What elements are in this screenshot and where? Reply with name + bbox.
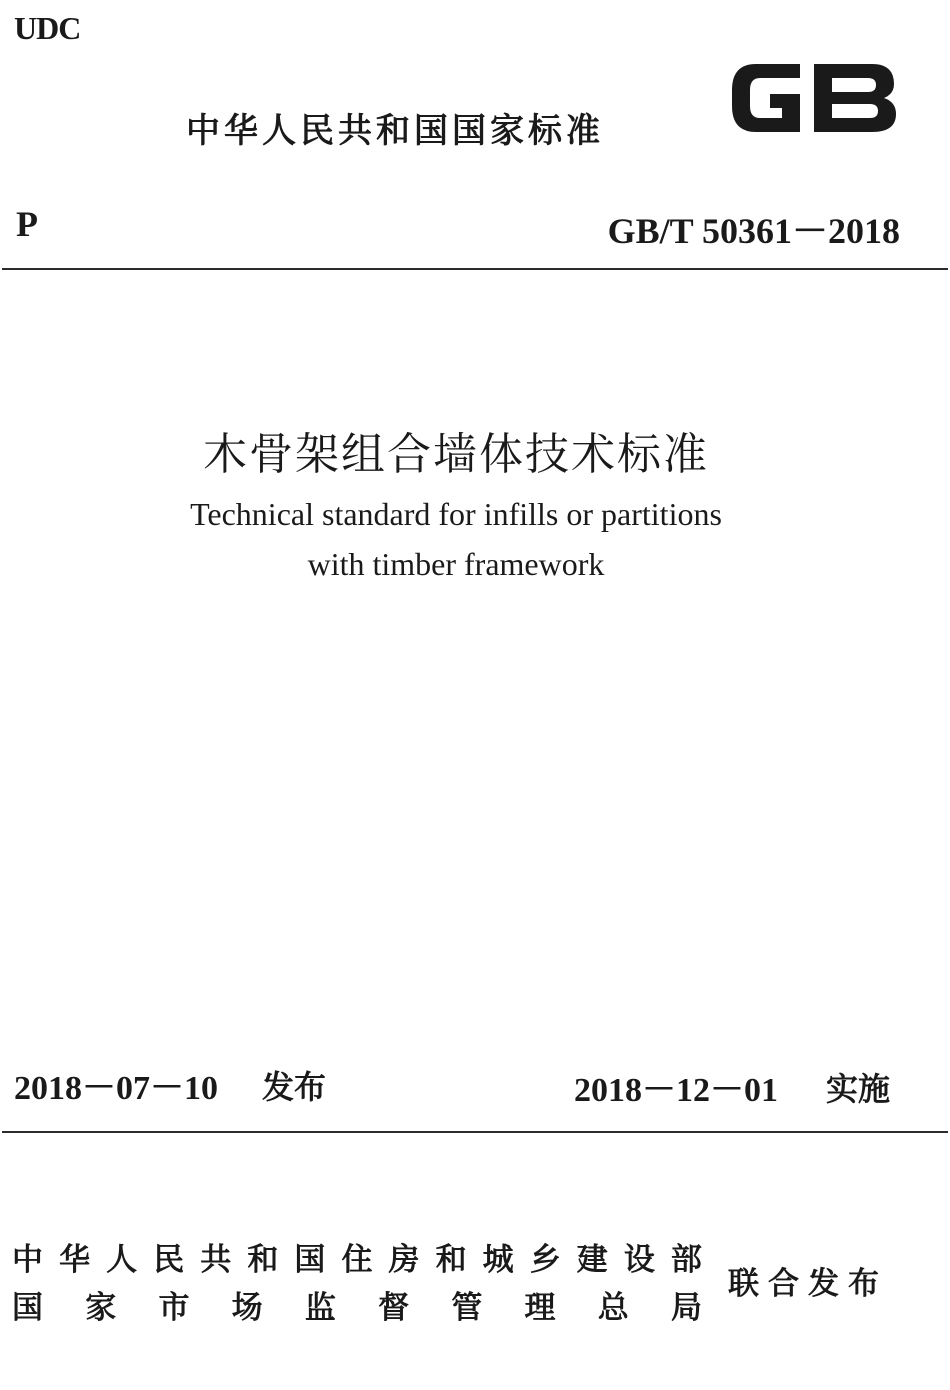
- issuer-char: 国: [294, 1242, 326, 1278]
- issuer-char: 部: [670, 1242, 702, 1278]
- category-code: P: [16, 204, 38, 244]
- issuer-char: 华: [59, 1242, 91, 1278]
- issuer-char: 国: [12, 1290, 43, 1326]
- issuer-char: 管: [451, 1290, 483, 1326]
- issuer-char: 乡: [529, 1242, 561, 1278]
- issuer-char: 建: [576, 1242, 608, 1278]
- issuer-char: 住: [341, 1242, 373, 1278]
- issuer-char: 人: [106, 1242, 138, 1278]
- issue-label: 发布: [262, 1068, 327, 1106]
- issuer-char: 局: [670, 1290, 702, 1326]
- issuer-char: 理: [524, 1290, 556, 1326]
- national-standard-heading: 中华人民共和国国家标准: [186, 111, 604, 151]
- title-chinese: 木骨架组合墙体技术标准: [203, 430, 709, 479]
- top-divider: [2, 268, 948, 270]
- issuer-administration: [12, 1282, 702, 1327]
- issuer-char: 中: [12, 1242, 43, 1278]
- issuer-char: 监: [304, 1290, 336, 1326]
- issuer-ministry: [12, 1234, 702, 1279]
- issuer-char: 总: [597, 1290, 629, 1326]
- standard-number: GB/T 50361－2018: [607, 211, 900, 251]
- joint-issue-label: 联合发布: [728, 1266, 888, 1302]
- implement-label: 实施: [826, 1070, 891, 1108]
- title-english-line1: Technical standard for infills or partitions: [190, 496, 722, 532]
- issue-date: 2018－07－10: [14, 1070, 218, 1107]
- issuer-char: 城: [482, 1242, 514, 1278]
- issuer-char: 民: [153, 1242, 185, 1278]
- issuer-char: 和: [247, 1242, 279, 1278]
- issuer-char: 市: [158, 1290, 190, 1326]
- issuer-char: 场: [231, 1290, 263, 1326]
- issuer-char: 和: [435, 1242, 467, 1278]
- bottom-divider: [2, 1131, 948, 1133]
- udc-label: UDC: [14, 10, 81, 46]
- issuer-char: 共: [200, 1242, 232, 1278]
- issuer-char: 房: [388, 1242, 420, 1278]
- implement-date: 2018－12－01: [574, 1072, 778, 1109]
- issuer-char: 督: [378, 1290, 410, 1326]
- issuer-char: 设: [623, 1242, 655, 1278]
- title-english-line2: with timber framework: [307, 546, 605, 582]
- issuer-char: 家: [85, 1290, 117, 1326]
- gb-logo-icon: [722, 50, 902, 144]
